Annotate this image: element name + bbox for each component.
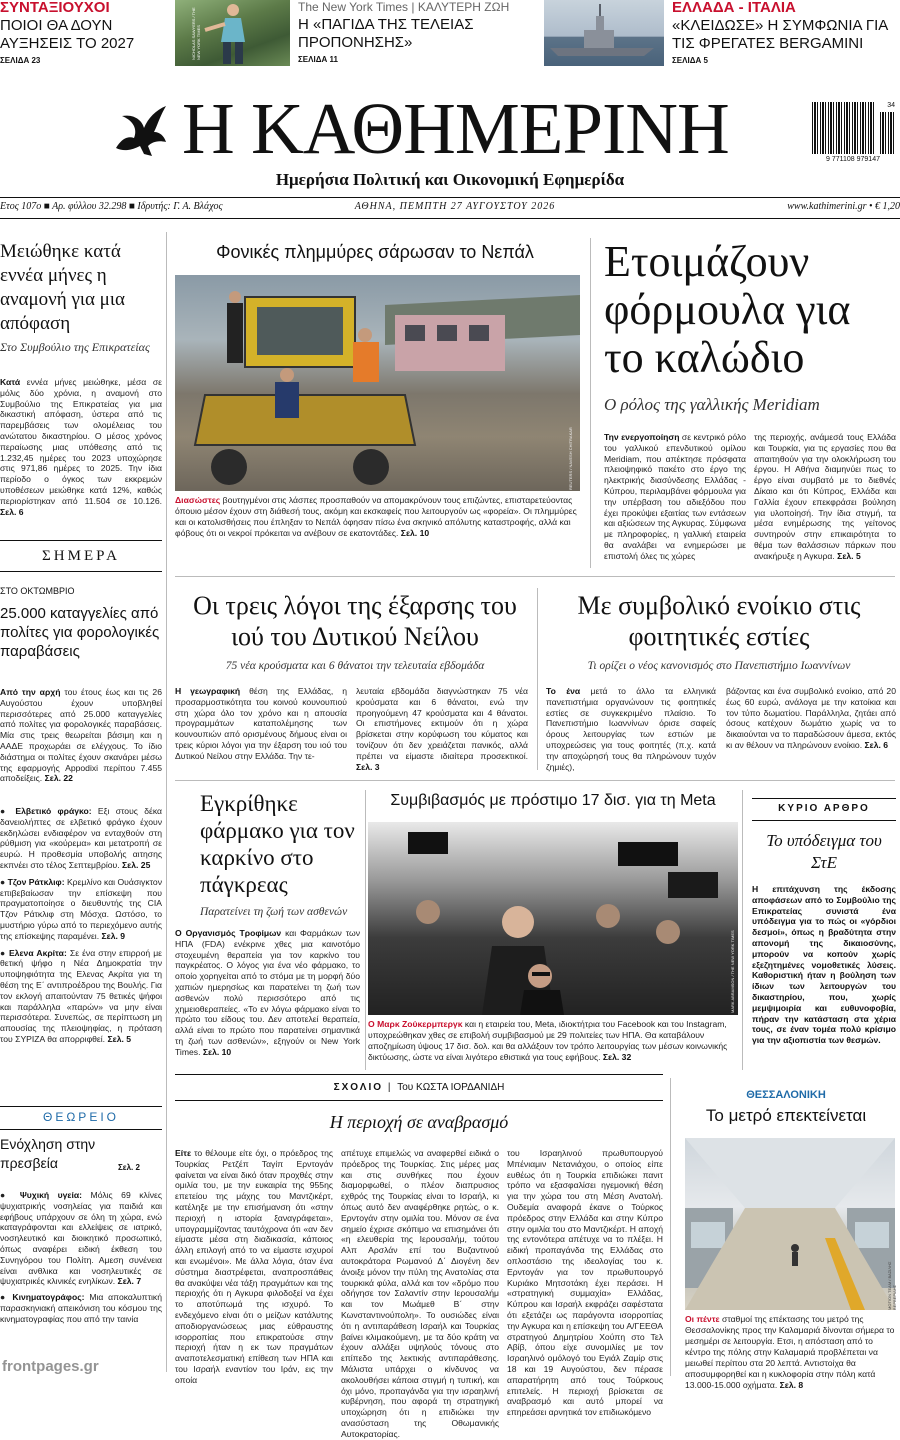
nile-body-col1: [175, 686, 347, 776]
page-ref: Σελ. 2: [118, 1163, 140, 1172]
teaser-frigates[interactable]: [672, 0, 900, 72]
meta-title[interactable]: Συμβιβασμός με πρόστιμο 17 δισ. για τη Meta: [390, 792, 716, 809]
bullet-text: Σε ένα στην επιρροή με θετική ψήφο η Νέα Δημοκρατία την υποψηφιότητα της Ελενας Ακρίτα για τη θέση της Ε΄ αντιπροέδρου της Βουλής. Για τον εκλογή απαιτούνταν 75 θετικές ψήφοι και παράλληλα «παρών» να μην είναι περισσότερα. Συνεπώς, σε περίπτωση μη απουσίας της πλειοψηφίας, η πρόταση του ΣΥΡΙΖΑ θα απορριφθεί.: [0, 947, 162, 1044]
cable-body-col1: [604, 432, 746, 572]
photo-credit: NICHOLAS SAWYERS / THE NEW YORK TIMES: [191, 7, 201, 60]
commentary-label: ΣΧΟΛΙΟ: [333, 1082, 384, 1093]
nile-title[interactable]: Οι τρεις λόγοι της έξαρσης του ιού του Δυτικού Νείλου: [193, 591, 517, 651]
bullet-franc[interactable]: ● Ελβετικό φράγκο: Εξι στους δέκα δανειολήπτες σε ελβετικό φράγκο έχουν εκδηλώσει ενδιαφέρον να ενταχθούν στη ρύθμιση για «κούρεμα» και μετατροπή σε ευρώ. Η προθεσμία υποβολής αιτησης εκπνέει στο τέλος Σεπτεμβρίου. Σελ. 25: [0, 806, 162, 870]
caption-lead-word: Διασώστες: [175, 495, 221, 505]
divider: [0, 571, 162, 572]
column-separator: [742, 790, 743, 1070]
page-ref: Σελ. 5: [107, 1033, 132, 1044]
drug-subtitle: Παρατείνει τη ζωή των ασθενών: [200, 906, 348, 918]
nepal-title[interactable]: Φονικές πλημμύρες σάρωσαν το Νεπάλ: [216, 242, 534, 262]
bullet-title: Κινηματογράφος:: [12, 1292, 85, 1303]
commentary-title[interactable]: Η περιοχή σε αναβρασμό: [329, 1112, 509, 1132]
teaser-title: ΠΟΙΟΙ ΘΑ ΔΟΥΝ ΑΥΞΗΣΕΙΣ ΤΟ 2027: [0, 17, 135, 52]
nile-subtitle: 75 νέα κρούσματα και 6 θάνατοι την τελευταία εβδομάδα: [225, 660, 485, 672]
photo-credit: MARK ABRAMSON / THE NEW YORK TIMES: [730, 930, 735, 1013]
bullet-title: Ελενα Ακρίτα:: [8, 947, 67, 958]
page-ref: Σελ. 6: [864, 739, 889, 750]
left-lead-body: [0, 377, 162, 533]
rent-body-col2: [726, 686, 896, 776]
teaser-title: Η «ΠΑΓΙΔΑ ΤΗΣ ΤΕΛΕΙΑΣ ΠΡΟΠΟΝΗΣΗΣ»: [298, 16, 474, 51]
caption-text: και η εταιρεία του, Meta, ιδιοκτήτρια του Facebook και του Instagram, υποχρεώθηκαν χθες σε επιβολή συμβιβασμού με 29 πολιτείες των ΗΠΑ. Θα καταβάλουν αποζημίωση ύψους 17 δισ. δολ. και θα αλλάξουν τον τρόπο λειτουργίας των μέσων κοινωνικής δικτύωσης, ώστε να είναι λιγότερο εθιστικά για τους εφήβους.: [368, 1019, 728, 1062]
body-text: βάζοντας και ένα συμβολικό ενοίκιο, από 20 έως 60 ευρώ, ανάλογα με την κατοίκια και τον τύπο δωματίου. Παράλληλα, ζητάει από όσους κατέχουν δωμάτιο χωρίς να το δικαιούνται να το παραδώσουν άμεσα, εκτός κι αν θέλουν να πληρώνουν ενοίκιο.: [726, 686, 896, 750]
photo-credit: REUTERS / NAVESH CHITRAKAR: [568, 427, 573, 490]
news-bullets-2: [0, 1190, 162, 1380]
divider: [0, 1129, 162, 1130]
body-text: της περιοχής, ανάμεσά τους Ελλάδα και Τουρκία, για τις εργασίες που θα απαιτηθούν για την ολοκλήρωση του έργου. Η Αθήνα διαμηνύει πως το έργο είναι συμβατό με το διεθνές Δίκαιο και ότι Κύπρος, Ελλάδα και Γαλλία έχουν επεκφράσει βούληση για υλοποίησή. Την ίδια στιγμή, τα μέσα ενημέρωσης της γείτονος συντηρούν στην επικαιρότητα το θέμα των θαλάσσιων πάρκων που ανακήρυξε η Αγκυρα.: [754, 432, 896, 561]
bullet-title: Ελβετικό φράγκο:: [15, 806, 92, 816]
october-body: [0, 687, 162, 797]
body-text: το θέλουμε είτε όχι, ο πρόεδρος της Τουρκίας Ρετζέπ Ταγίπ Ερντογάν φαίνεται να είναι δικό όταν προχθές στην ομιλία του, με την ευκαιρία της 955ης επετείου της μάχης του Μαντζικέρτ, κατέληξε με την επισήμανση ότι «στην περιοχή η ιστορία ξαναγράφεται», υπογραμμίζοντας ταυτόχρονα ότι «αν δεν είμαστε μέσα στη διαδικασία, κάποιος άλλη επιλογή από το να είμαστε ισχυροί και ενωμένοι». Με άλλα λόγια, όταν ένα σύστημα διαστρέφεται, αναπροσπάθεις θα ανακύψει νέα τάξη πραγμάτων και της περιοχής ότι η Αγκυρα φιλοδοξεί να έχει το αποτύπωμά της ισχυρό. Το ενδεχόμενο είναι ότι ο μείζων κατάλυτης αποδιοργανώσεως μιας εύθραυστης ισορροπίας που επικρατούσε στην περιοχή ήταν η εκ των πραγμάτων αναποτελεσματική επίθεση των ΗΠΑ και του Ισραήλ εναντίον του Ιράν, εις την οποία: [175, 1148, 333, 1385]
drug-title[interactable]: Εγκρίθηκε φάρμακο για τον καρκίνο στο πάγκρεας: [200, 791, 355, 897]
column-separator: [670, 1078, 671, 1376]
bullet-text: Μόλις 69 κλίνες ψυχιατρικής νοσηλείας για παιδιά και εφήβους υπάρχουν σε όλη τη χώρα, ενώ καταγράφονται και ελλείψεις σε ιατρικό, νοσηλευτικό και διοικητικό προσωπικό, όπως αναφέρει ειδική έκθεση του Συνηγόρου του Πολίτη. Αμεση συνένεια είναι ανθλικα και νοσηλευτικές σε ψυχιατρικές κλινικές ενηλίκων.: [0, 1190, 162, 1287]
body-text: σε κεντρικό ρόλο του γαλλικού επενδυτικού ομίλου Meridiam, που απέκτησε πρόσφατα πλειοψηφικό πακέτο στο έργο της ηλεκτρικής διασύνδεσης Ελλάδας - Κύπρου, περιλαμβάνει φόρμουλα για την υπέρβαση του αδιεξόδου που έχει προκύψει εξαιτίας των εντάσεων και αξιώσεων της Αγκυρας. Σύμφωνα με πληροφορίες, η γαλλική εταιρεία θα αναλάβει να ενημερώσει με επιστολή όλες τις χώρες: [604, 432, 746, 561]
metro-title[interactable]: Το μετρό επεκτείνεται: [705, 1106, 867, 1125]
bullet-akrita[interactable]: ● Ελενα Ακρίτα: Σε ένα στην επιρροή με θετική ψήφο η Νέα Δημοκρατία την υποψηφιότητα της Ελενας Ακρίτα για τη θέση της Ε΄ αντιπροέδρου της Βουλής. Για τον εκλογή απαιτούνταν 75 θετικές ψήφοι και παράλληλα «παρών» να μην είναι περισσότερα. Συνεπώς, σε περίπτωση μη απουσίας της πλειοψηφίας, η πρόταση του ΣΥΡΙΖΑ θα απορριφθεί. Σελ. 5: [0, 947, 162, 1044]
masthead-date: ΑΘΗΝΑ, ΠΕΜΠΤΗ 27 ΑΥΓΟΥΣΤΟΥ 2026: [354, 201, 556, 212]
excavator-rescue-icon: [175, 275, 580, 491]
rent-subtitle: Τι ορίζει ο νέος κανονισμός στο Πανεπιστήμιο Ιωαννίνων: [587, 660, 851, 672]
body-text: μετά το άλλο τα ελληνικά πανεπιστήμια οργανώνουν τις φοιτητικές εστίες σε συγκεκριμένο πλαίσιο. Το Πανεπιστήμιο Ιωαννίνων όρισε σαφείς όρους λειτουργίας των εστιών με υποχρεώσεις για τους φοιτητές (π.χ. κατά την αποχώρησή τους θα πληρώνουν τυχόν ζημιές),: [546, 686, 716, 772]
simera-heading: ΣΗΜΕΡΑ: [42, 548, 120, 564]
october-title[interactable]: 25.000 καταγγελίες από πολίτες για φορολογικές παραβάσεις: [0, 605, 160, 660]
watermark: frontpages.gr: [2, 1358, 99, 1375]
zuckerberg-press-photo[interactable]: [368, 822, 738, 1015]
body-text: θέση της Ελλάδας, η προσαρμοστικότητα του κοινού κουνουπιού στη χώρα όλο τον χρόνο και η απουσία προγραμμάτων καταπολέμησης των κουνουπιών από ορισμένους δήμους είναι οι τρεις κύριοι λόγοι για την έξαρση του ιού του Δυτικού Νείλου στην Ελλάδα. Την τε-: [175, 686, 347, 761]
body-lead-word: Ο Οργανισμός Τροφίμων: [175, 928, 282, 938]
metro-platform-icon: [685, 1138, 895, 1310]
commentary-col2: απέτυχε επιμελώς να αναφερθεί ειδικά ο πρόεδρος της Τουρκίας. Στις μέρες μας και στις συνθήκες που έχουν διαμορφωθεί, ο πλέον διαπρυσιος εχθρός της Τουρκίας είναι το Ισραήλ, κι όπως αυτό δεν αναφέρθηκε ρητώς, ο κ. Ερντογάν στην ομιλία του. Μόνον σε ένα σημείο έχρισε σκόπιμο να επισημάνει ότι «η ελευθερία της Ιερουσαλήμ, τούτου Αλπ Αρσλάν επί του Βυζαντινού αυτοκράτορα Ρωμανού Δ΄ Διογένη δεν άνοιξε μόνον την πύλη της Ανατολίας στα τουρκικά φύλα, αλλά και τον «δρόμο που οδήγησε τον Σαλαντίν στην Ιερουσαλήμ και τον Μωάμεθ Β΄ στην Κωνσταντινούπολη». Το ουσιώδες είναι ότι η αντιπαράθεση Ισραήλ και Τουρκίας βαίνει κλιμακούμενη, με τα δύο κράτη να έχουν αλλάξει υψηλούς τόνους στο επίπεδο της λεκτικής αντιπαράθεσης. Μάλιστα υπάρχει ο κίνδυνος να ακολουθήσει κάποια στιγμή η τυπική, και όχι μόνο, προπαγάνδα για την ισραηλινή κυβέρνηση, που αφορά τη στρατηγική υποχώρηση ότι η επιδιώκει την ανασύσταση της Οθωμανικής Αυτοκρατορίας.: [341, 1148, 499, 1439]
caption-lead-word: Οι πέντε: [685, 1314, 720, 1324]
theorio-title: Ενόχληση στην πρεσβεία: [0, 1136, 96, 1171]
body-lead-word: Είτε: [175, 1148, 192, 1158]
bullet-cinema[interactable]: ● Κινηματογράφος: Μια αποκαλυπτική παρασκηνιακή απεικόνιση του κόσμου της κινηματογραφίας που από την ταινία: [0, 1292, 162, 1324]
column-separator: [590, 238, 591, 568]
column-separator: [365, 790, 366, 1070]
masthead-rule-bottom: [0, 218, 900, 219]
commentary-author: Του ΚΩΣΤΑ ΙΟΡΔΑΝΙΔΗ: [397, 1082, 505, 1093]
bullet-mental-health[interactable]: ● Ψυχική υγεία: Μόλις 69 κλίνες ψυχιατρικής νοσηλείας για παιδιά και εφήβους υπάρχουν σε όλη τη χώρα, ενώ καταγράφονται και ελλείψεις σε ιατρικό, νοσηλευτικό και διοικητικό προσωπικό, όπως αναφέρει ειδική έκθεση του Συνηγόρου του Πολίτη. Αμεση συνένεια είναι ανθλικα και νοσηλευτικές σε ψυχιατρικές κλινικές ενηλίκων. Σελ. 7: [0, 1190, 162, 1287]
cable-title[interactable]: Ετοιμάζουν φόρμουλα για το καλώδιο: [604, 237, 851, 382]
masthead-subtitle: Ημερήσια Πολιτική και Οικονομική Εφημερίδα: [275, 170, 625, 189]
page-ref: Σελ. 10: [202, 1046, 232, 1057]
teaser-kicker: ΕΛΛΑΔΑ - ΙΤΑΛΙΑ: [672, 0, 796, 16]
page-ref: Σελ. 6: [0, 506, 24, 517]
bullet-text: Μια αποκαλυπτική παρασκηνιακή απεικόνιση του κόσμου της κινηματογραφίας που από την ταινία: [0, 1292, 162, 1324]
rent-body-col1: [546, 686, 716, 776]
metro-station-photo[interactable]: [685, 1138, 895, 1310]
barcode-addon-icon: [880, 112, 894, 154]
photo-credit: ΜΟΤΙΟΝ ΤΕΑΜ / ΒΑΣΙΛΗΣ ΒΕΡΒΕΡΙΔΗΣ: [887, 1261, 897, 1310]
commentary-col3: του Ισραηλινού πρωθυπουργού Μπένιαμιν Νετανιάχου, ο οποίος είπε ευθέως ότι η Τουρκία επιδιώκει πανιτ τρόπο να εξασφαλίσει ηγεμονική θέση για την χώρα του στη Μέση Ανατολή. Ουδεμία αναφορά έκανε ο Τούρκος πρόεδρος στην Ελλάδα και στην Κύπρο στην ομιλία του στο Μαντζικέρτ. Η αποχή της εντονότερα απέτυχε να το πλέξει. Η ειδική προπαγάνδα της Ελλάδας στο οπλοστάσιο της ιδεολογίας του κ. Ερντογάν για τον πρωθυπουργό Κυριάκο Μητσοτάκη έχει περάσει. Η «στρατηγική συμμαχία» Ελλάδας, Κύπρου και Ισραήλ εκφράζει σαφέστατα ότι εξετάζει ως παράγοντα ισορροπίας την Αγκυρα και η επίσκεψη του Α/ΓΕΕΘΑ στρατηγού Δημητρίου Χούπη στο Τελ Αβίβ, όπου είχε συνομιλίες με τον Ισραηλινό ομόλογό του Εγιάλ Ζαμίρ στις 18 και 19 Αυγούστου, δεν πέρασε απαρατήρητη από τους Τούρκους επιτελείς. Η περιοχή βρίσκεται σε αναβρασμό και αυτό μπορεί να επηρεάσει αρνητικά τον επιδιωκόμενο: [507, 1148, 663, 1418]
body-text: και Φαρμάκων των ΗΠΑ (FDA) ενέκρινε χθες μια καινοτόμο στοχευμένη θεραπεία για τον καρκίνο του παγκρέατος. Ο λόγος για ένα νέο φάρμακο, το οποίο χορηγείται από το στόμα με τη μορφή δύο χαπιών ημερησίως και παρατείνει τη ζωή των ασθενών πολύ περισσότερο από τις χημειοθεραπείες. «Το εν λόγω φάρμακο είναι το πρώτο του είδους του. Δεν αποτελεί θεραπεία, αλλά είναι το πρώτο που παρατείνει σημαντικά τη ζωή των ασθενών», εξηγούν οι New York Times.: [175, 928, 361, 1057]
caption-text: σταθμοί της επέκτασης του μετρό της Θεσσαλονίκης προς την Καλαμαριά δίνονται σήμερα το μεσημέρι σε λειτουργία. Ετσι, η απόσταση από το κέντρο της πόλης στην Καλαμαριά προβλέπεται να μειωθεί περίπου στα 20 λεπτά. Αντιστοίχα θα αποσυμφορηθεί και η κυκλοφορία στην πόλη κατά 13.000-15.000 οχήματα.: [685, 1314, 895, 1390]
teaser-title: «ΚΛΕΙΔΩΣΕ» Η ΣΥΜΦΩΝΙΑ ΓΙΑ ΤΙΣ ΦΡΕΓΑΤΕΣ BERGAMINI: [672, 17, 888, 52]
press-crowd-icon: [368, 822, 738, 1015]
barcode-icon: [812, 102, 876, 154]
bullet-text: Εξι στους δέκα δανειολήπτες σε ελβετικό φράγκο έχουν εκδηλώσει ενδιαφέρον να ενταχθούν στη ρύθμιση για «κούρεμα» και μετατροπή σε ευρώ. Η προθεσμία υποβολής αιτησης εκπνέει στο τέλος Σεπτεμβρίου.: [0, 806, 162, 870]
masthead-title: Η ΚΑΘΗΜΕΡΙΝΗ: [182, 88, 729, 169]
body-lead-word: Η γεωγραφική: [175, 686, 241, 696]
divider: [175, 1100, 663, 1101]
october-kicker: ΣΤΟ ΟΚΤΩΜΒΡΙΟ: [0, 586, 75, 596]
teaser-pensions[interactable]: [0, 0, 170, 72]
page-ref: Σελ. 5: [837, 550, 861, 561]
page-ref: Σελ. 10: [400, 528, 430, 538]
body-lead-word: Από την αρχή: [0, 687, 61, 697]
left-lead-title[interactable]: Μειώθηκε κατά εννέα μήνες η αναμονή για μια απόφαση: [0, 241, 125, 334]
metro-kicker: ΘΕΣΣΑΛΟΝΙΚΗ: [746, 1089, 826, 1101]
divider: [175, 780, 895, 781]
body-text: του έτους έως και τις 26 Αυγούστου έχουν υποβληθεί περισσότερες από 25.000 καταγγελίες από πολίτες για φορολογικές παραβάσεις. Μία στις τρεις θεωρείται βάσιμη και η ΑΑΔΕ προχωράει σε ελέγχους. Το ίδιο διάστημα οι πολίτες έχουν σκανάρει μέσω της εφαρμογής Appodixi περίπου 7.455 αποδείξεις.: [0, 687, 162, 784]
editorial-title[interactable]: Το υπόδειγμα του ΣτΕ: [766, 831, 882, 872]
teaser-page: ΣΕΛΙΔΑ 11: [298, 55, 338, 64]
body-lead-word: Κατά: [0, 377, 21, 387]
nile-body-col2: [356, 686, 528, 776]
divider: [0, 540, 162, 541]
commentary-col1: [175, 1148, 333, 1385]
news-bullets: [0, 806, 162, 1096]
page-ref: Σελ. 3: [356, 761, 380, 772]
teaser-training[interactable]: [298, 0, 528, 72]
divider: [752, 820, 896, 821]
page-ref: Σελ. 8: [779, 1380, 804, 1390]
masthead-info-left: Ετος 107ο ■ Αρ. φύλλου 32.298 ■ Ιδρυτής: Γ. Α. Βλάχος: [0, 201, 223, 212]
divider: [175, 1074, 663, 1075]
barcode-number: 9 771108 979147: [826, 156, 880, 163]
page-ref: Σελ. 32: [602, 1052, 632, 1062]
editorial-heading: ΚΥΡΙΟ ΑΡΘΡΟ: [778, 803, 870, 814]
bullet-title: Ψυχική υγεία:: [19, 1190, 83, 1200]
commentary-header: ΣΧΟΛΙΟ | Του ΚΩΣΤΑ ΙΟΡΔΑΝΙΔΗ: [333, 1082, 505, 1093]
divider: [752, 798, 896, 799]
issue-number: 34: [887, 102, 895, 109]
masthead-info-right: www.kathimerini.gr • € 1,20: [787, 201, 900, 212]
teaser-kicker: The New York Times | ΚΑΛΥΤΕΡΗ ΖΩΗ: [298, 0, 510, 14]
theorio-heading: ΘΕΩΡΕΙΟ: [43, 1110, 119, 1124]
page-ref: Σελ. 7: [117, 1276, 142, 1287]
metro-caption: [685, 1314, 895, 1390]
bullet-ratcliffe[interactable]: ● Τζον Ράτκλιφ: Κρεμλίνο και Ουάσιγκτον επιβεβαίωσαν την επίσκεψη που πραγματοποίησε ο διευθυντής της CIA Τζον Ράτκλιφ στη Μόσχα. Ωστόσο, το μυστήριο γύρω από το περιεχόμενο αυτής της επίσκεψης παραμένει. Σελ. 9: [0, 876, 162, 941]
cable-body-col2: [754, 432, 896, 572]
body-text: εννέα μήνες μειώθηκε, μέσα σε μόλις δύο χρόνια, η αναμονή στο Συμβούλιο της Επικρατείας για μια δικαστική απόφαση, ύστερα από τις παρεμβάσεις των ολομέλειας του ανώτατου δικαστηρίου. Ο μέσος χρόνος περαίωσης μιας υπόθεσης από τις 1.232,45 ημέρες του 2023 υποχώρησε στις 971,86 ημέρες το 2025. Την ίδια περίοδο ο όγκος των εκκρεμών υποθέσεων μειώθηκε κατά 12%, καθώς περιορίστηκαν από 11.504 σε 10.126.: [0, 377, 162, 506]
body-text: λευταία εβδομάδα διαγνώστηκαν 75 νέα κρούσματα και 6 θάνατοι, ενώ την προηγούμενη 47 κρούσματα και 4 θάνατοι. Οι επιστήμονες εκτιμούν ότι η χώρα βρίσκεται στην κορύφωση του κύματος και τονίζουν ότι δεν χρειάζεται πανικός, αλλά πρέπει να είμαστε ιδιαίτερα προσεκτικοί.: [356, 686, 528, 761]
bullet-text: Κρεμλίνο και Ουάσιγκτον επιβεβαίωσαν την επίσκεψη που πραγματοποίησε ο διευθυντής της CIA Τζον Ράτκλιφ στη Μόσχα. Ωστόσο, το μυστήριο γύρω από το περιεχόμενο αυτής της επίσκεψης παραμένει.: [0, 876, 162, 941]
theorio-item[interactable]: [0, 1135, 162, 1175]
masthead-rule-top: [0, 197, 900, 198]
page-ref: Σελ. 25: [122, 859, 151, 870]
ship-icon: [544, 0, 664, 66]
cable-subtitle: Ο ρόλος της γαλλικής Meridiam: [604, 395, 820, 414]
divider: [175, 576, 895, 577]
caption-lead-word: Ο Μαρκ Ζούκερμπεργκ: [368, 1019, 463, 1029]
pegasus-logo-icon: [108, 98, 170, 160]
body-lead-word: Την ενεργοποίηση: [604, 432, 680, 442]
column-separator: [537, 588, 538, 770]
teaser-page: ΣΕΛΙΔΑ 23: [0, 56, 41, 65]
caption-text: βουτηγμένοι στις λάσπες προσπαθούν να απομακρύνουν τους επιζώντες, επισταρετεύοντας όπουιο μέσον έχουν στη διάθεσή τους, ακόμη και εκσκαφείς που λειτουργούν ως «φορεία». Οι πλημμύρες και οι κατολισθήσεις που έπληξαν το Νεπάλ όφησαν πίσω ένα σκηνικό απόλυτης καταστροφής, αλλά και φόβους ότι οι νεκροί πρόκειται να ανέβουν σε εκατοντάδες.: [175, 495, 577, 538]
body-lead-word: Το ένα: [546, 686, 581, 696]
divider: [0, 1106, 162, 1107]
page-ref: Σελ. 22: [44, 773, 73, 784]
nepal-flood-photo[interactable]: [175, 275, 580, 491]
teaser-page: ΣΕΛΙΔΑ 5: [672, 56, 708, 65]
drug-body: [175, 928, 360, 1068]
teaser-frigate-photo[interactable]: [544, 0, 664, 66]
rent-title[interactable]: Με συμβολικό ενοίκιο στις φοιτητικές εστίες: [577, 591, 861, 651]
column-separator: [166, 232, 167, 1372]
page-ref: Σελ. 9: [101, 930, 126, 941]
meta-caption: [368, 1019, 738, 1065]
teaser-kicker: ΣΥΝΤΑΞΙΟΥΧΟΙ: [0, 0, 110, 16]
left-lead-subtitle: Στο Συμβούλιο της Επικρατείας: [0, 340, 150, 354]
bullet-title: Τζον Ράτκλιφ:: [7, 876, 65, 887]
nepal-caption: [175, 495, 580, 555]
editorial-body: Η επιτάχυνση της έκδοσης αποφάσεων από το Συμβούλιο της Επικρατείας συνιστά ένα υπόδειγμα για το πώς οι «γόρδιοι δεσμοί», όπως η βραδύτητα στην απονομή της δικαιοσύνης, μπορούν να κοπούν χωρίς εξεζητημένες νομοθετικές λύσεις. Καθοριστική ήταν η βούληση των ίδιων των λειτουργών του δικαστηρίου, που, χωρίς μεμψιμοιρία και ευθυνοφοβία, πήραν την κατάσταση στα χέρια τους, σε έναν τομέα πολύ κρίσιμο για την αξιοπιστία των θεσμών.: [752, 884, 896, 1046]
